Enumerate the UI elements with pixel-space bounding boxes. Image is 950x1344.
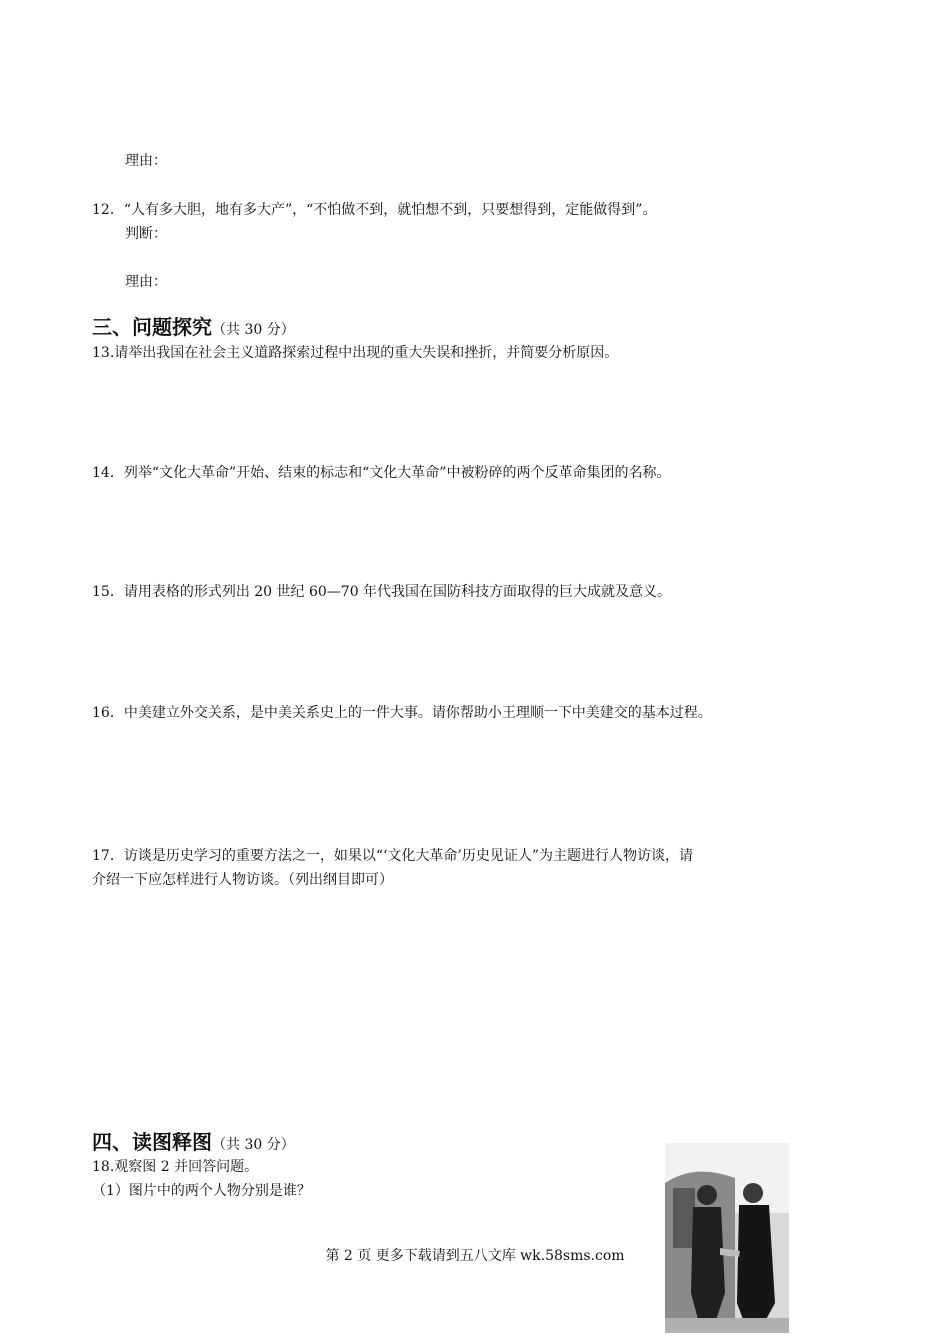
q18-sub1: （1）图片中的两个人物分别是谁？: [92, 1183, 311, 1199]
q17-line1: 17．访谈是历史学习的重要方法之一，如果以“‘文化大革命’历史见证人”为主题进行人物访谈，请: [92, 848, 694, 864]
q18-intro: 18.观察图 2 并回答问题。: [92, 1159, 259, 1175]
section4-heading: [92, 1128, 295, 1159]
q12-text: 12．“人有多大胆，地有多大产”，“不怕做不到，就怕想不到，只要想得到，定能做得到”。: [92, 202, 657, 218]
section4-title: 四、读图释图: [92, 1130, 212, 1154]
q11-reason-label: 理由：: [125, 153, 167, 169]
q13-text: 13.请举出我国在社会主义道路探索过程中出现的重大失误和挫折，并简要分析原因。: [92, 345, 619, 361]
section3-heading: [92, 313, 295, 344]
q17-line2: 介绍一下应怎样进行人物访谈。（列出纲目即可）: [92, 872, 393, 888]
q15-text: 15．请用表格的形式列出 20 世纪 60—70 年代我国在国防科技方面取得的巨大成就及意义。: [92, 584, 672, 600]
handshake-photo-illustration: [665, 1143, 789, 1333]
section3-title: 三、问题探究: [92, 315, 212, 339]
q12-judge-label: 判断：: [125, 226, 167, 242]
section4-score: （共 30 分）: [212, 1137, 295, 1153]
figure-2-photo: [665, 1143, 789, 1333]
section3-score: （共 30 分）: [212, 322, 295, 338]
q12-reason-label: 理由：: [125, 274, 167, 290]
q14-text: 14．列举“文化大革命”开始、结束的标志和“文化大革命”中被粉碎的两个反革命集团的名称。: [92, 465, 671, 481]
page-footer: 第 2 页 更多下载请到五八文库 wk.58sms.com: [325, 1248, 625, 1264]
q16-text: 16．中美建立外交关系，是中美关系史上的一件大事。请你帮助小王理顺一下中美建交的基本过程。: [92, 705, 712, 721]
